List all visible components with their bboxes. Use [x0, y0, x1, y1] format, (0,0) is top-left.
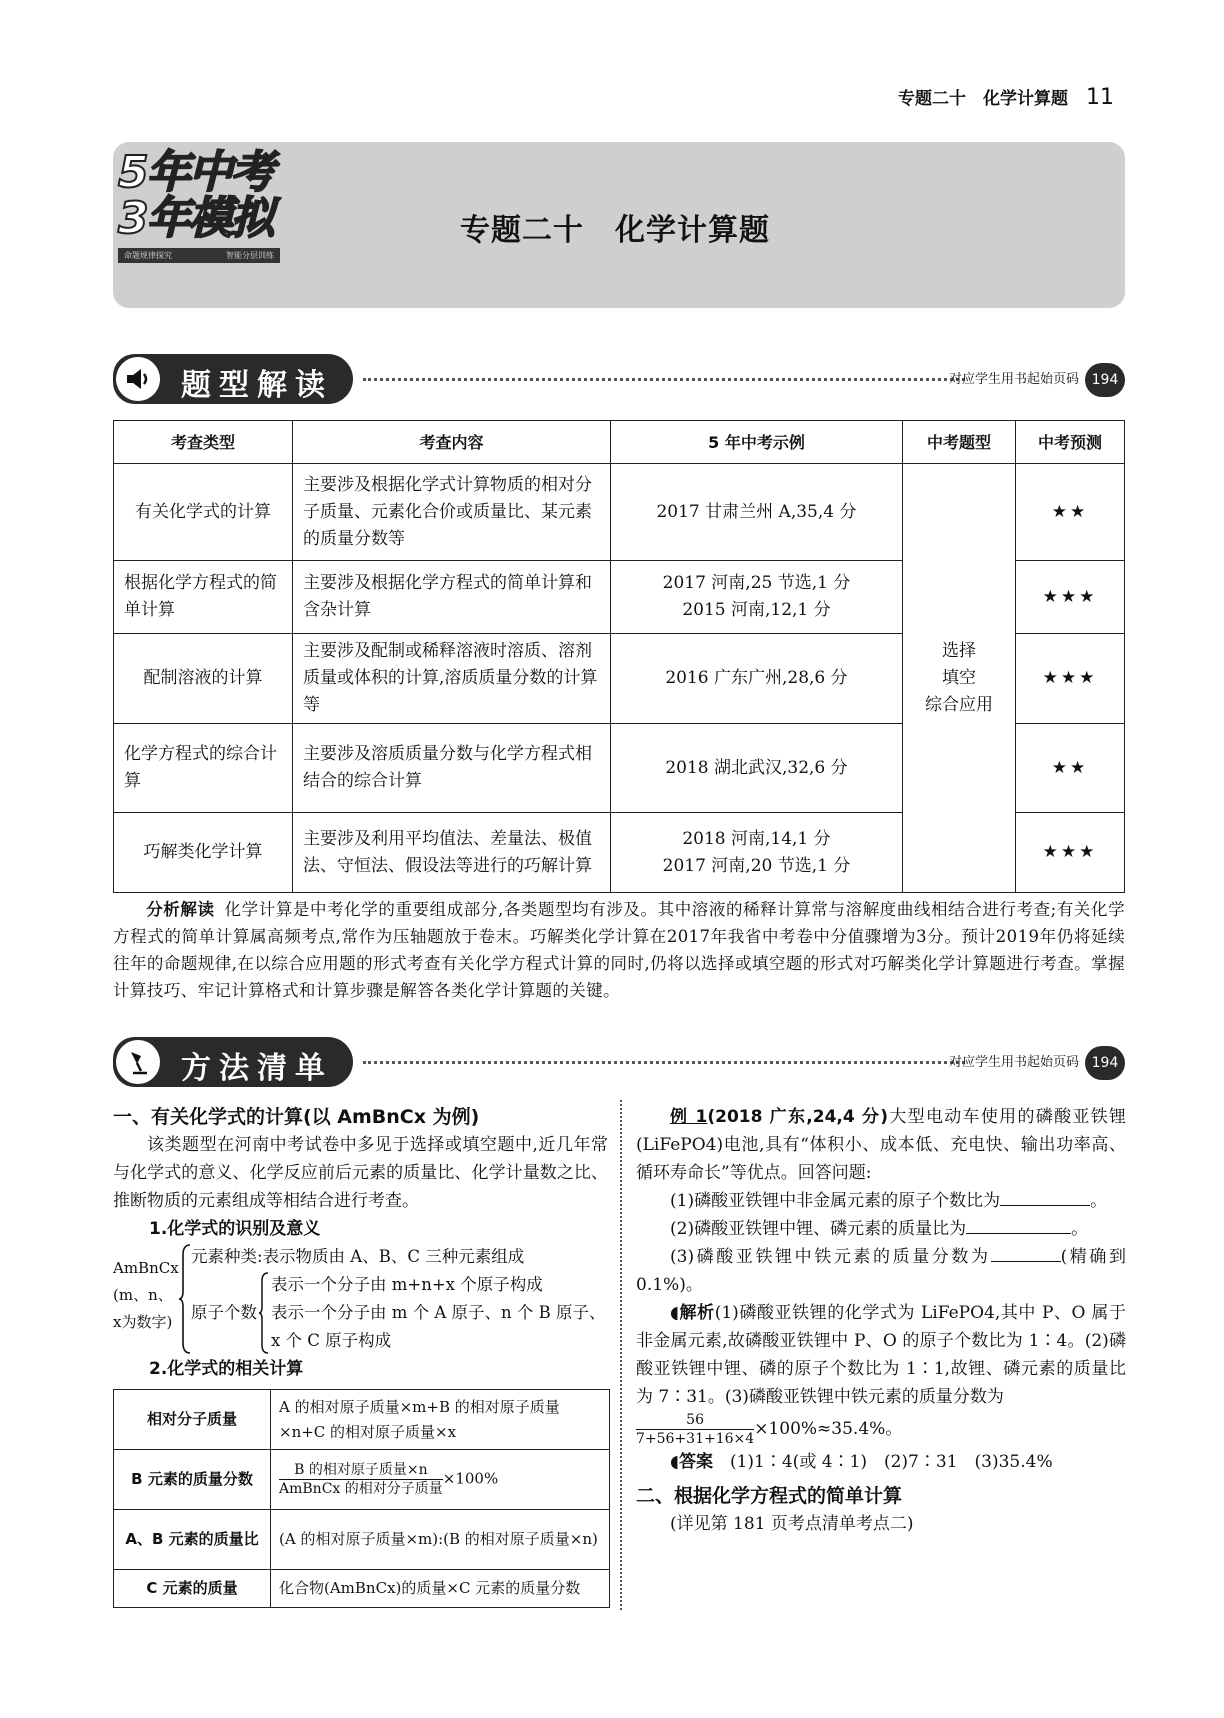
dotted-leader	[363, 378, 965, 381]
fraction-numerator: 56	[636, 1411, 754, 1430]
logo-line2: 3年模拟	[118, 193, 273, 244]
calc-key: B 元素的质量分数	[114, 1450, 271, 1510]
subheading-formula-meaning: 1.化学式的识别及意义	[149, 1219, 321, 1239]
answer-blank	[1000, 1205, 1090, 1206]
column-divider	[620, 1100, 622, 1610]
solution-label-text: 解析	[678, 1303, 715, 1323]
stars-cell: ★★★	[1016, 634, 1125, 724]
solution-label	[670, 1303, 715, 1323]
question-2-text: (2)磷酸亚铁锂中锂、磷元素的质量比为	[670, 1219, 967, 1239]
question-2: (2)磷酸亚铁锂中锂、磷元素的质量比为 。	[670, 1219, 1089, 1239]
fraction	[279, 1461, 443, 1498]
logo-line1: 5年中考	[118, 147, 273, 198]
fraction-tail: ×100%	[442, 1469, 499, 1488]
table-row	[114, 464, 1125, 561]
section-title: 题型解读	[181, 368, 333, 403]
stars-cell: ★★★	[1016, 813, 1125, 893]
calc-value: 化合物(AmBnCx)的质量×C 元素的质量分数	[271, 1570, 610, 1608]
section-header-methods	[113, 1037, 1125, 1089]
answer-label	[670, 1452, 713, 1472]
calc-key: C 元素的质量	[114, 1570, 271, 1608]
example-source: (2018 广东,24,4 分)	[707, 1107, 889, 1127]
lamp-icon	[116, 1040, 160, 1084]
answer-text: (1)1∶4(或 4∶1) (2)7∶31 (3)35.4%	[729, 1452, 1053, 1472]
running-header	[898, 84, 1114, 110]
content-cell: 主要涉及根据化学式计算物质的相对分子质量、元素化合价或质量比、某元素的质量分数等	[293, 464, 611, 561]
atom-line3: x 个 C 原子构成	[271, 1331, 392, 1350]
fraction-denominator: AmBnCx 的相对分子质量	[279, 1481, 443, 1497]
answer-blank	[966, 1233, 1071, 1234]
ref-text: 对应学生用书起始页码	[948, 372, 1079, 387]
ref-text: 对应学生用书起始页码	[948, 1055, 1079, 1070]
formula-label	[113, 1255, 177, 1336]
logo-strip	[118, 248, 280, 263]
stars-cell: ★★★	[1016, 561, 1125, 634]
section-header-analysis	[113, 354, 1125, 406]
solution-icon: ◖	[670, 1303, 679, 1323]
type-cell: 根据化学方程式的简单计算	[114, 561, 293, 634]
type-cell: 配制溶液的计算	[114, 634, 293, 724]
example-text: 大型电动车使用的磷酸亚铁锂(LiFePO4)电池,具有“体积小、成本低、充电快、输出功率高、循环寿命长”等优点。回答问题:	[636, 1107, 1127, 1183]
question-3-tail: (精确到 0.1%)。	[636, 1247, 1126, 1295]
example-label: 例 1	[670, 1107, 708, 1127]
question-1: (1)磷酸亚铁锂中非金属元素的原子个数比为 。	[670, 1191, 1108, 1211]
answer	[636, 1448, 1126, 1476]
section-pill	[113, 1037, 353, 1087]
heading-equation-calc: 二、根据化学方程式的简单计算	[636, 1485, 903, 1507]
formula-calc-table	[113, 1389, 610, 1608]
solution-formula	[636, 1411, 1126, 1448]
col-header: 中考题型	[903, 421, 1016, 464]
col-header: 中考预测	[1016, 421, 1125, 464]
page-number: 11	[1086, 85, 1114, 110]
section-title: 方法清单	[181, 1051, 333, 1086]
answer-blank	[991, 1261, 1061, 1262]
calc-value: A 的相对原子质量×m+B 的相对原子质量×n+C 的相对原子质量×x	[271, 1390, 610, 1450]
type-cell: 有关化学式的计算	[114, 464, 293, 561]
logo-sub1: 命题规律探究	[124, 251, 172, 260]
calc-key: 相对分子质量	[114, 1390, 271, 1450]
dotted-leader	[363, 1061, 965, 1064]
table-row	[114, 1510, 610, 1570]
analysis-paragraph	[113, 896, 1125, 1004]
analysis-label: 分析解读	[146, 900, 215, 919]
left-column	[113, 1103, 608, 1608]
stars-cell: ★★	[1016, 464, 1125, 561]
stars-cell: ★★	[1016, 724, 1125, 813]
type-cell: 巧解类化学计算	[114, 813, 293, 893]
fraction-denominator: 7+56+31+16×4	[636, 1431, 755, 1447]
content-cell: 主要涉及利用平均值法、差量法、极值法、守恒法、假设法等进行的巧解计算	[293, 813, 611, 893]
table-row	[114, 1450, 610, 1510]
table-row	[114, 1390, 610, 1450]
element-kind: 元素种类:表示物质由 A、B、C 三种元素组成	[191, 1247, 525, 1266]
formula-meaning-diagram	[113, 1243, 608, 1355]
example-cell: 2018 河南,14,1 分 2017 河南,20 节选,1 分	[611, 813, 903, 893]
question-3	[636, 1243, 1126, 1299]
speaker-icon	[116, 357, 160, 401]
content-cell: 主要涉及配制或稀释溶液时溶质、溶剂质量或体积的计算,溶质质量分数的计算等	[293, 634, 611, 724]
formula: AmBnCx	[113, 1259, 179, 1277]
right-column	[636, 1103, 1126, 1538]
example-cell: 2018 湖北武汉,32,6 分	[611, 724, 903, 813]
type-cell: 化学方程式的综合计算	[114, 724, 293, 813]
example-stem	[636, 1103, 1126, 1187]
question-1-text: (1)磷酸亚铁锂中非金属元素的原子个数比为	[670, 1191, 1001, 1211]
example-cell: 2016 广东广州,28,6 分	[611, 634, 903, 724]
col-header: 考查类型	[114, 421, 293, 464]
cross-reference: (详见第 181 页考点清单考点二)	[670, 1514, 914, 1534]
brace-outer	[179, 1243, 191, 1355]
calc-key: A、B 元素的质量比	[114, 1510, 271, 1570]
exam-type-table	[113, 420, 1125, 893]
atom-line2: 表示一个分子由 m 个 A 原子、n 个 B 原子、	[271, 1303, 606, 1322]
table-header-row	[114, 421, 1125, 464]
atom-count-label: 原子个数	[191, 1303, 257, 1322]
fraction-numerator: B 的相对原子质量×n	[279, 1461, 443, 1480]
heading-formula-calc: 一、有关化学式的计算(以 AmBnCx 为例)	[113, 1106, 480, 1128]
table-row	[114, 1570, 610, 1608]
col-header: 5 年中考示例	[611, 421, 903, 464]
subheading-formula-calc: 2.化学式的相关计算	[149, 1359, 304, 1379]
example-cell: 2017 甘肃兰州 A,35,4 分	[611, 464, 903, 561]
chapter-title: 专题二十 化学计算题	[460, 213, 770, 248]
intro-paragraph: 该类题型在河南中考试卷中多见于选择或填空题中,近几年常与化学式的意义、化学反应前后元素的质量比、化学计量数之比、推断物质的元素组成等相结合进行考查。	[113, 1135, 608, 1211]
formula-note: (m、n、x为数字)	[113, 1286, 173, 1331]
col-header: 考查内容	[293, 421, 611, 464]
logo-sub2: 智能分层训练	[226, 251, 274, 260]
fraction-tail: ×100%≈35.4%。	[754, 1419, 903, 1439]
brace-inner	[259, 1271, 269, 1355]
ref-page-badge: 194	[1085, 363, 1125, 397]
ref-page-badge: 194	[1085, 1046, 1125, 1080]
fraction	[636, 1411, 754, 1448]
section-pill	[113, 354, 353, 404]
answer-label-text: 答案	[678, 1452, 713, 1472]
question-3-text: (3)磷酸亚铁锂中铁元素的质量分数为	[670, 1247, 991, 1267]
calc-value: (A 的相对原子质量×m):(B 的相对原子质量×n)	[271, 1510, 610, 1570]
content-cell: 主要涉及溶质质量分数与化学方程式相结合的综合计算	[293, 724, 611, 813]
atom-line1: 表示一个分子由 m+n+x 个原子构成	[271, 1275, 543, 1294]
content-cell: 主要涉及根据化学方程式的简单计算和含杂计算	[293, 561, 611, 634]
analysis-text: 化学计算是中考化学的重要组成部分,各类题型均有涉及。其中溶液的稀释计算常与溶解度曲线相结合进行考查;有关化学方程式的简单计算属高频考点,常作为压轴题放于卷末。巧解类化学计算在2017年我省中考卷中分值骤增为3分。预计2019年仍将延续往年的命题规律,在以综合应用题的形式考查有关化学方程式计算的同时,仍将以选择或填空题的形式对巧解类化学计算题进行考查。掌握计算技巧、牢记计算格式和计算步骤是解答各类化学计算题的关键。	[113, 900, 1125, 1000]
book-logo	[118, 147, 328, 300]
example-cell: 2017 河南,25 节选,1 分 2015 河南,12,1 分	[611, 561, 903, 634]
running-title: 专题二十 化学计算题	[898, 89, 1068, 109]
calc-value	[271, 1450, 610, 1510]
solution-text: (1)磷酸亚铁锂的化学式为 LiFePO4,其中 P、O 属于非金属元素,故磷酸亚铁锂中 P、O 的原子个数比为 1∶4。(2)磷酸亚铁锂中锂、磷的原子个数比为 1∶1,故锂、磷元素的质量比为 7∶31。(3)磷酸亚铁锂中铁元素的质量分数为	[636, 1303, 1127, 1407]
answer-icon: ◖	[670, 1452, 679, 1472]
question-form-cell: 选择 填空 综合应用	[903, 464, 1016, 893]
solution	[636, 1299, 1126, 1411]
